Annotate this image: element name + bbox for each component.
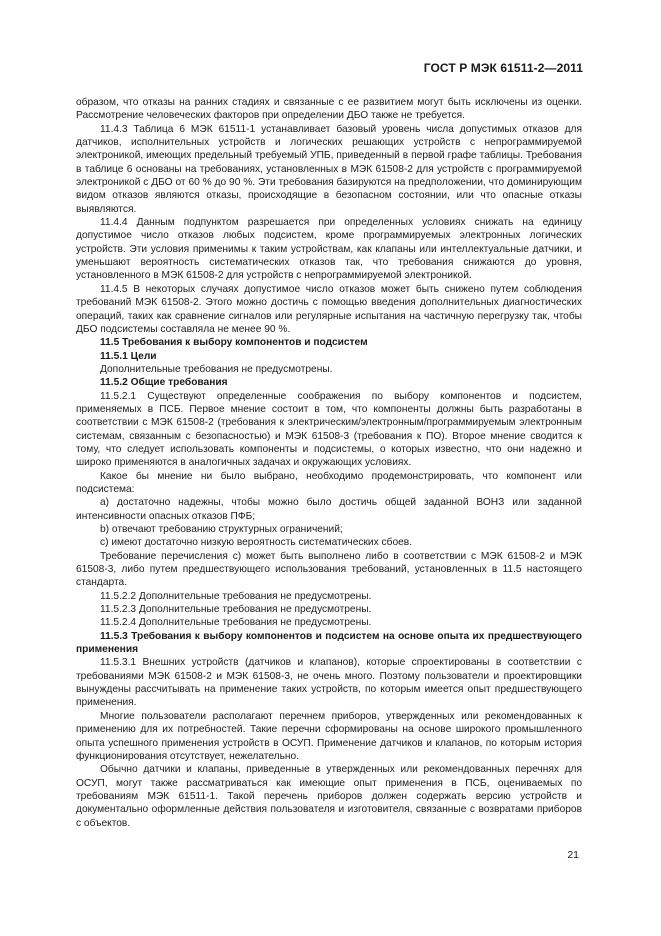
section-heading: 11.5 Требования к выбору компонентов и подсистем: [100, 337, 368, 349]
body-paragraph: Требование перечисления c) может быть выполнено либо в соответствии с МЭК 61508-2 и МЭК 61508-3, либо путем предшествующего использования требований, установленных в 11.5 настоящего стандарта.: [76, 550, 582, 589]
body-paragraph: 11.5.2.3 Дополнительные требования не предусмотрены.: [100, 604, 372, 616]
body-paragraph: a) достаточно надежны, чтобы можно было достичь общей заданной ВОНЗ или заданной интенсивности опасных отказов ПФБ;: [76, 497, 582, 522]
body-paragraph: 11.5.2.2 Дополнительные требования не предусмотрены.: [100, 590, 372, 602]
body-paragraph: 11.5.2.1 Существуют определенные соображения по выбору компонентов и подсистем, применяемых в ПСБ. Первое мнение состоит в том, что компоненты должны быть разработаны в соответствии с МЭК 61508-2 (требования к электрическим/электронным/программируемым электронным системам, связанным с безопасностью) и МЭК 61508-3 (требования к ПО). Второе мнение сводится к тому, что следует использовать компоненты и подсистемы, о которых известно, что они надежно и широко применяются в аналогичных задачах и окружающих условиях.: [76, 390, 582, 469]
body-paragraph: Многие пользователи располагают перечнем приборов, утвержденных или рекомендованных к применению для их потребностей. Такие перечни сформированы на основе широкого промышленного опыта успешного применения устройств в ОСУП. Применение датчиков и клапанов, по которым история функционирования отсутствует, нежелательно.: [76, 710, 582, 762]
page-header: ГОСТ Р МЭК 61511-2—2011: [423, 61, 583, 75]
section-heading: 11.5.3 Требования к выбору компонентов и подсистем на основе опыта их предшествующего применения: [76, 630, 582, 656]
body-paragraph: 11.5.2.4 Дополнительные требования не предусмотрены.: [100, 617, 372, 629]
body-paragraph: 11.5.3.1 Внешних устройств (датчиков и клапанов), которые спроектированы в соответствии с требованиями МЭК 61508-2 и МЭК 61508-3, не очень много. Поэтому пользователи и проектировщики вынуждены рассчитывать на применение таких устройств, по которым имеется опыт предшествующего применения.: [76, 657, 582, 709]
section-heading: 11.5.2 Общие требования: [100, 377, 228, 389]
body-paragraph: образом, что отказы на ранних стадиях и связанные с ее развитием могут быть исключены из оценки. Рассмотрение человеческих факторов при определении ДБО также не требуется.: [76, 97, 582, 122]
body-paragraph: 11.4.5 В некоторых случаях допустимое число отказов может быть снижено путем соблюдения требований МЭК 61508-2. Этого можно достичь с помощью введения дополнительных диагностических операций, таких как сравнение сигналов или регулярные испытания на частичную перегрузку так, чтобы ДБО подсистемы составляла не менее 90 %.: [76, 283, 582, 335]
section-heading: 11.5.1 Цели: [100, 350, 157, 362]
body-paragraph: Дополнительные требования не предусмотрены.: [100, 363, 333, 375]
body-paragraph: 11.4.3 Таблица 6 МЭК 61511-1 устанавливает базовый уровень числа допустимых отказов для датчиков, исполнительных устройств и логических решающих устройств с непрограммируемой электроникой, имеющих предельный требуемый УПБ, приведенный в первой графе таблицы. Требования в таблице 6 основаны на требованиях, установленных в МЭК 61508-2 для устройств с программируемой электроникой с ДБО от 60 % до 90 %. Эти требования базируются на предположении, что доминирующим видом отказов являются отказы, происходящие в безопасном состоянии, или что опасные отказы выявляются.: [76, 123, 582, 215]
body-paragraph: 11.4.4 Данным подпунктом разрешается при определенных условиях снижать на единицу допустимое число отказов любых подсистем, кроме программируемых электронных логических устройств. Эти условия применимы к таким устройствам, как клапаны или интеллектуальные датчики, и уменьшают вероятность систематических отказов так, что требования снижаются до уровня, установленного в МЭК 61508-2 для устройств с непрограммируемой электроникой.: [76, 217, 582, 282]
page-body: [76, 96, 582, 830]
page-number: 21: [567, 849, 579, 861]
body-paragraph: c) имеют достаточно низкую вероятность систематических сбоев.: [100, 537, 413, 549]
body-paragraph: b) отвечают требованию структурных ограничений;: [100, 524, 343, 535]
body-paragraph: Обычно датчики и клапаны, приведенные в утвержденных или рекомендованных перечнях для ОСУП, могут также рассматриваться как имеющие опыт применения в ПСБ, оцениваемых по требованиям МЭК 61511-1. Такой перечень приборов должен содержать версию устройств и документально оформленные действия пользователя и изготовителя, связанные с возвратами приборов с объектов.: [76, 764, 582, 829]
body-paragraph: Какое бы мнение ни было выбрано, необходимо продемонстрировать, что компонент или подсистема:: [76, 470, 582, 495]
